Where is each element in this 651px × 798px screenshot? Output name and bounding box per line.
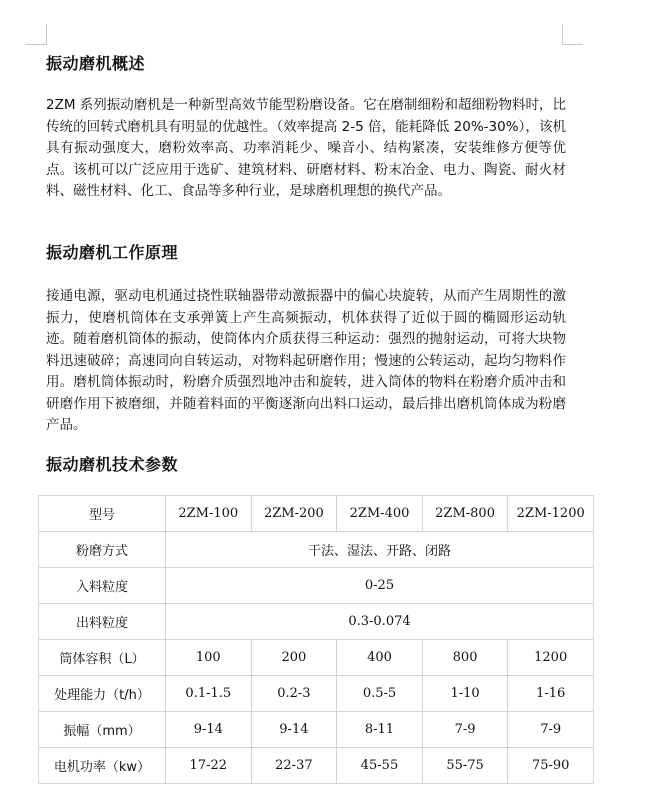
principle-paragraph: 接通电源，驱动电机通过挠性联轴器带动激振器中的偏心块旋转，从而产生周期性的激振力，使磨机筒体在支承弹簧上产生高频振动，机体获得了近似于圆的椭圆形运动轨迹。随着磨机筒体的振动，使筒体内介质获得三种运动：强烈的抛射运动，可将大块物料迅速破碎；高速同向自转运动，对物料起研磨作用；慢速的公转运动，起均匀物料作用。磨机筒体振动时，粉磨介质强烈地冲击和旋转，进入筒体的物料在粉磨介质冲击和研磨作用下被磨细，并随着料面的平衡逐渐向出料口运动，最后排出磨机筒体成为粉磨产品。 bbox=[46, 288, 566, 433]
section-heading-principle: 振动磨机工作原理 bbox=[46, 243, 179, 262]
feed-size-value: 0-25 bbox=[166, 568, 594, 604]
model-cell: 2ZM-800 bbox=[422, 496, 508, 532]
model-cell: 2ZM-400 bbox=[337, 496, 423, 532]
table-cell: 7-9 bbox=[422, 712, 508, 748]
table-cell: 9-14 bbox=[166, 712, 252, 748]
table-cell: 22-37 bbox=[251, 748, 337, 784]
table-row bbox=[39, 496, 594, 532]
table-row bbox=[39, 748, 594, 784]
table-cell: 1-10 bbox=[422, 676, 508, 712]
model-cell: 2ZM-200 bbox=[251, 496, 337, 532]
table-cell: 0.5-5 bbox=[337, 676, 423, 712]
model-cell: 2ZM-1200 bbox=[508, 496, 594, 532]
row-label: 振幅（mm） bbox=[39, 712, 166, 748]
grind-mode-value: 干法、湿法、开路、闭路 bbox=[166, 532, 594, 568]
table-cell: 9-14 bbox=[251, 712, 337, 748]
row-label: 筒体容积（L） bbox=[39, 640, 166, 676]
corner-mark-top-right bbox=[562, 24, 583, 45]
table-cell: 55-75 bbox=[422, 748, 508, 784]
output-size-value: 0.3-0.074 bbox=[166, 604, 594, 640]
table-row bbox=[39, 640, 594, 676]
table-cell: 7-9 bbox=[508, 712, 594, 748]
table-cell: 200 bbox=[251, 640, 337, 676]
section-heading-specs: 振动磨机技术参数 bbox=[46, 455, 179, 474]
table-row bbox=[39, 676, 594, 712]
output-size-label: 出料粒度 bbox=[39, 604, 166, 640]
model-label: 型号 bbox=[39, 496, 166, 532]
table-row bbox=[39, 712, 594, 748]
table-cell: 0.2-3 bbox=[251, 676, 337, 712]
row-label: 电机功率（kw） bbox=[39, 748, 166, 784]
table-row bbox=[39, 532, 594, 568]
overview-paragraph: 2ZM 系列振动磨机是一种新型高效节能型粉磨设备。它在磨制细粉和超细粉物料时，比传统的回转式磨机具有明显的优越性。（效率提高 2-5 倍，能耗降低 20%-30%），该机具有振动强度大，磨粉效率高、功率消耗少、噪音小、结构紧凑，安装维修方便等优点。该机可以广泛应用于选矿、建筑材料、研磨材料、粉末冶金、电力、陶瓷、耐火材料、磁性材料、化工、食品等多种行业，是球磨机理想的换代产品。 bbox=[46, 97, 566, 199]
table-cell: 800 bbox=[422, 640, 508, 676]
specs-table bbox=[38, 495, 594, 784]
grind-mode-label: 粉磨方式 bbox=[39, 532, 166, 568]
table-cell: 400 bbox=[337, 640, 423, 676]
table-cell: 0.1-1.5 bbox=[166, 676, 252, 712]
table-row bbox=[39, 568, 594, 604]
table-cell: 45-55 bbox=[337, 748, 423, 784]
table-cell: 8-11 bbox=[337, 712, 423, 748]
model-cell: 2ZM-100 bbox=[166, 496, 252, 532]
feed-size-label: 入料粒度 bbox=[39, 568, 166, 604]
table-cell: 100 bbox=[166, 640, 252, 676]
section-heading-overview: 振动磨机概述 bbox=[46, 54, 146, 73]
table-cell: 1200 bbox=[508, 640, 594, 676]
table-cell: 75-90 bbox=[508, 748, 594, 784]
row-label: 处理能力（t/h） bbox=[39, 676, 166, 712]
table-cell: 1-16 bbox=[508, 676, 594, 712]
corner-mark-top-left bbox=[26, 24, 47, 45]
table-row bbox=[39, 604, 594, 640]
table-cell: 17-22 bbox=[166, 748, 252, 784]
